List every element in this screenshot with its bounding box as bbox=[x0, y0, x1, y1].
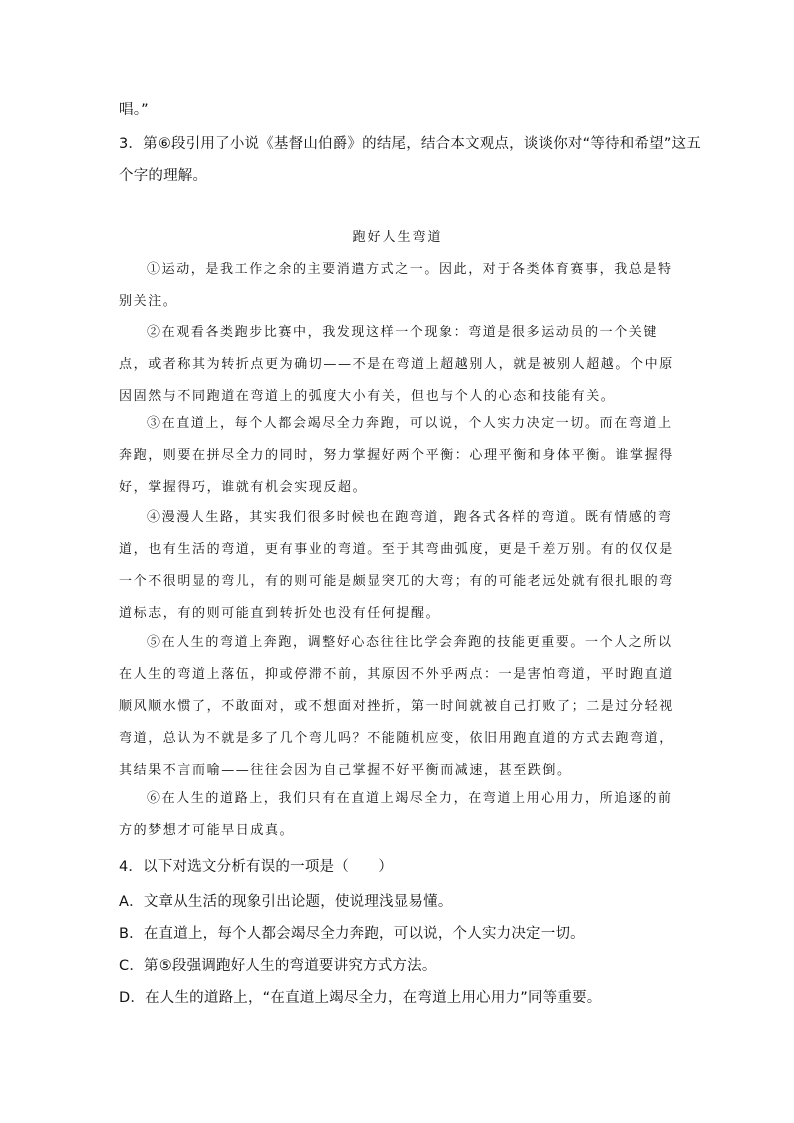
question-4-option-d: D．在人生的道路上，“在直道上竭尽全力，在弯道上用心用力”同等重要。 bbox=[119, 990, 602, 1006]
question-4-option-b: B．在直道上，每个人都会竭尽全力奔跑，可以说，个人实力决定一切。 bbox=[119, 926, 585, 942]
article-paragraph-2: ②在观看各类跑步比赛中，我发现这样一个现象：弯道是很多运动员的一个关键点，或者称其为转折点更为确切——不是在弯道上超越别人，就是被别人超越。个中原因固然与不同跑道在弯道上的弧度大小有关，但也与个人的心态和技能有关。 bbox=[119, 325, 674, 404]
question-4-option-a: A．文章从生活的现象引出论题，使说理浅显易懂。 bbox=[119, 894, 453, 910]
question-4-option-c: C．第⑤段强调跑好人生的弯道要讲究方式方法。 bbox=[119, 958, 437, 974]
article-paragraph-4: ④漫漫人生路，其实我们很多时候也在跑弯道，跑各式各样的弯道。既有情感的弯道，也有生活的弯道，更有事业的弯道。至于其弯曲弧度，更是千差万别。有的仅仅是一个不很明显的弯儿，有的则可能是颇显突兀的大弯；有的可能老远处就有很扎眼的弯道标志，有的则可能直到转折处也没有任何提醒。 bbox=[119, 510, 674, 621]
previous-text-tail: 唱。” bbox=[119, 102, 149, 118]
article-title: 跑好人生弯道 bbox=[352, 230, 443, 245]
question-3-line-1: 3．第⑥段引用了小说《基督山伯爵》的结尾，结合本文观点，谈谈你对“等待和希望”这五 bbox=[119, 136, 701, 152]
article-paragraph-3: ③在直道上，每个人都会竭尽全力奔跑，可以说，个人实力决定一切。而在弯道上奔跑，则要在拼尽全力的同时，努力掌握好两个平衡：心理平衡和身体平衡。谁掌握得好，掌握得巧，谁就有机会实现反超。 bbox=[119, 416, 674, 495]
article-paragraph-1: ①运动，是我工作之余的主要消遣方式之一。因此，对于各类体育赛事，我总是特别关注。 bbox=[119, 262, 673, 309]
article-paragraph-6: ⑥在人生的道路上，我们只有在直道上竭尽全力，在弯道上用心用力，所追逐的前方的梦想才可能早日成真。 bbox=[119, 791, 673, 838]
question-3-line-2: 个字的理解。 bbox=[119, 168, 208, 184]
article-paragraph-5: ⑤在人生的弯道上奔跑，调整好心态往往比学会奔跑的技能更重要。一个人之所以在人生的弯道上落伍，抑或停滞不前，其原因不外乎两点：一是害怕弯道，平时跑直道顺风顺水惯了，不敢面对，或不想面对挫折，第一时间就被自己打败了；二是过分轻视弯道，总认为不就是多了几个弯儿吗？不能随机应变，依旧用跑直道的方式去跑弯道，其结果不言而喻——往往会因为自己掌握不好平衡而减速，甚至跌倒。 bbox=[119, 635, 674, 778]
question-4-stem: 4．以下对选文分析有误的一项是（ ） bbox=[119, 859, 394, 875]
